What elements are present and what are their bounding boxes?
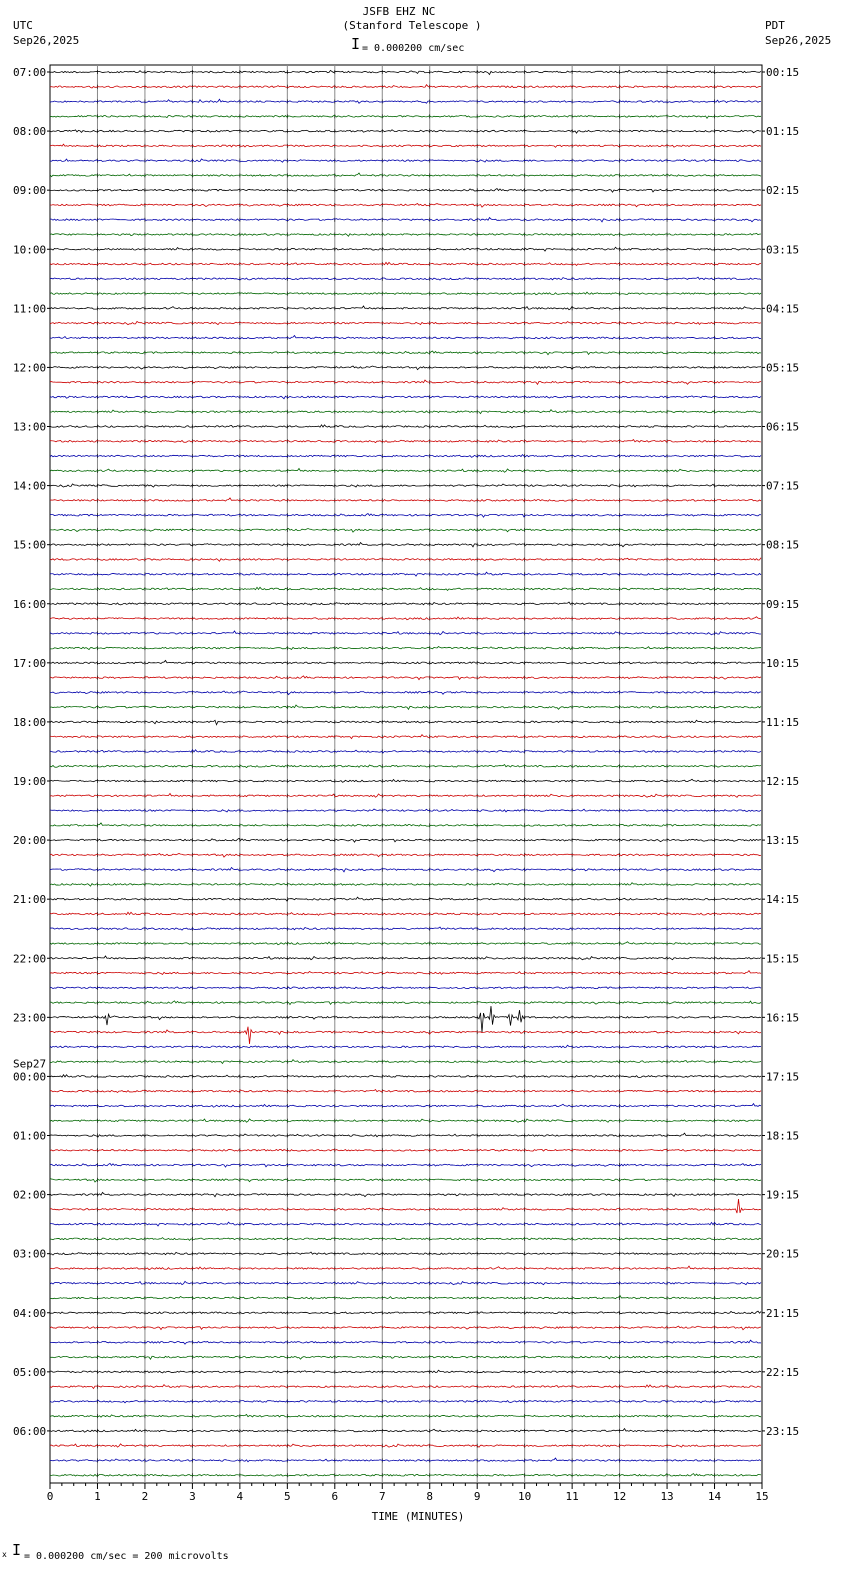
trace-row: [50, 1060, 761, 1064]
trace-row: [50, 942, 761, 945]
utc-hour-label: 04:00: [13, 1306, 47, 1320]
trace-row: [50, 602, 761, 605]
pdt-hour-label: 08:15: [766, 538, 800, 552]
trace-row: [50, 631, 761, 635]
x-tick-label: 7: [378, 1490, 386, 1503]
trace-row: [50, 204, 761, 208]
pdt-hour-label: 02:15: [766, 184, 800, 198]
pdt-hour-label: 15:15: [766, 952, 800, 966]
trace-row: [50, 647, 761, 650]
trace-row: [50, 660, 761, 663]
trace-row: [50, 1104, 761, 1108]
trace-row: [50, 927, 761, 930]
pdt-hour-label: 11:15: [766, 715, 800, 729]
trace-row: [50, 883, 761, 886]
pdt-hour-label: 13:15: [766, 834, 800, 848]
trace-row: [50, 1001, 761, 1005]
utc-hour-label: 07:00: [13, 66, 47, 79]
utc-hour-label: 00:00: [13, 1070, 47, 1084]
pdt-hour-label: 12:15: [766, 775, 800, 788]
trace-row: [50, 1133, 761, 1137]
utc-hour-label: 19:00: [13, 775, 47, 788]
trace-row: [50, 1027, 761, 1044]
utc-hour-label: 18:00: [13, 715, 47, 729]
trace-row: [50, 1429, 761, 1433]
station-title: JSFB EHZ NC: [362, 5, 436, 18]
trace-row: [50, 1356, 761, 1359]
trace-row: [50, 587, 761, 590]
x-axis-label: TIME (MINUTES): [371, 1510, 465, 1523]
x-tick-label: 10: [518, 1490, 532, 1503]
trace-row: [50, 144, 761, 147]
trace-row: [50, 1090, 761, 1093]
x-tick-label: 5: [284, 1490, 291, 1503]
footer-mark-icon: x: [2, 1550, 7, 1559]
trace-row: [50, 130, 761, 133]
x-tick-label: 0: [46, 1490, 54, 1503]
station-subtitle: (Stanford Telescope ): [342, 19, 482, 32]
left-timezone: UTC: [13, 19, 33, 32]
trace-row: [50, 1163, 761, 1167]
trace-row: [50, 277, 761, 280]
trace-row: [50, 720, 761, 724]
utc-hour-label: 15:00: [13, 538, 47, 552]
trace-row: [50, 410, 761, 414]
trace-row: [50, 513, 761, 517]
trace-row: [50, 1119, 761, 1122]
trace-row: [50, 247, 761, 251]
utc-hour-label: 10:00: [13, 243, 47, 257]
footer-scale-note: = 0.000200 cm/sec = 200 microvolts: [24, 1551, 229, 1562]
trace-row: [50, 292, 761, 295]
utc-hour-label: 03:00: [13, 1247, 47, 1261]
utc-hour-label: 14:00: [13, 479, 47, 493]
scale-text: = 0.000200 cm/sec: [362, 43, 465, 54]
utc-hour-label: 09:00: [13, 184, 47, 198]
trace-row: [50, 735, 761, 739]
trace-row: [50, 1222, 761, 1226]
trace-row: [50, 779, 761, 782]
trace-row: [50, 897, 761, 901]
trace-row: [50, 1296, 761, 1300]
trace-row: [50, 1370, 761, 1373]
utc-hour-label: 16:00: [13, 597, 47, 611]
trace-row: [50, 987, 761, 989]
right-date: Sep26,2025: [765, 34, 832, 47]
trace-row: [50, 425, 761, 428]
trace-row: [50, 306, 761, 310]
trace-row: [50, 691, 761, 695]
trace-row: [50, 956, 761, 960]
trace-row: [50, 1281, 761, 1284]
trace-row: [50, 912, 761, 915]
x-tick-label: 3: [189, 1490, 196, 1503]
trace-row: [50, 1311, 761, 1313]
utc-hour-label: 05:00: [13, 1365, 47, 1379]
trace-row: [50, 85, 761, 88]
pdt-hour-label: 06:15: [766, 420, 800, 434]
trace-row: [50, 366, 761, 370]
pdt-hour-label: 04:15: [766, 302, 800, 316]
trace-row: [50, 750, 761, 753]
pdt-hour-label: 16:15: [766, 1011, 800, 1025]
pdt-hour-label: 17:15: [766, 1070, 800, 1084]
trace-row: [50, 823, 761, 826]
trace-row: [50, 1192, 761, 1196]
trace-row: [50, 99, 761, 103]
trace-row: [50, 1385, 761, 1389]
x-tick-label: 13: [660, 1490, 674, 1503]
x-tick-label: 8: [426, 1490, 434, 1503]
utc-hour-label: 17:00: [13, 656, 47, 670]
x-tick-label: 6: [331, 1490, 339, 1503]
trace-row: [50, 1326, 761, 1330]
trace-row: [50, 853, 761, 857]
pdt-hour-label: 00:15: [766, 66, 800, 79]
trace-row: [50, 1444, 761, 1447]
scale-bar-icon: I: [351, 35, 361, 53]
trace-row: [50, 529, 761, 533]
utc-hour-label: 12:00: [13, 361, 47, 375]
trace-row: [50, 233, 761, 236]
trace-row: [50, 440, 761, 443]
footer-scale-bar-icon: I: [12, 1541, 22, 1559]
trace-row: [50, 1266, 761, 1270]
utc-hour-label: 23:00: [13, 1011, 47, 1025]
plot-frame: [50, 65, 762, 1483]
utc-hour-label: 02:00: [13, 1188, 47, 1202]
trace-row: [50, 676, 761, 680]
trace-row: [50, 765, 761, 768]
trace-row: [50, 335, 761, 338]
trace-row: [50, 543, 761, 547]
trace-row: [50, 351, 761, 355]
pdt-hour-label: 19:15: [766, 1188, 800, 1202]
trace-row: [50, 396, 761, 399]
utc-hour-label: 08:00: [13, 125, 47, 139]
trace-row: [50, 1474, 761, 1476]
pdt-hour-label: 09:15: [766, 597, 800, 611]
trace-row: [50, 116, 761, 119]
trace-row: [50, 1414, 761, 1417]
trace-row: [50, 189, 761, 193]
pdt-hour-label: 23:15: [766, 1424, 800, 1438]
trace-row: [50, 558, 761, 561]
trace-row: [50, 455, 761, 458]
x-tick-label: 4: [236, 1490, 244, 1503]
pdt-hour-label: 07:15: [766, 479, 800, 493]
trace-row: [50, 971, 761, 975]
trace-row: [50, 705, 761, 709]
utc-hour-label: 13:00: [13, 420, 47, 434]
pdt-hour-label: 21:15: [766, 1306, 800, 1320]
trace-row: [50, 218, 761, 222]
trace-row: [50, 572, 761, 576]
trace-row: [50, 617, 761, 620]
x-tick-label: 14: [707, 1490, 722, 1503]
trace-row: [50, 1252, 761, 1255]
trace-row: [50, 867, 761, 871]
trace-row: [50, 1045, 761, 1048]
utc-hour-label: 20:00: [13, 834, 47, 848]
trace-row: [50, 1400, 761, 1403]
utc-hour-label: 11:00: [13, 302, 47, 316]
pdt-hour-label: 20:15: [766, 1247, 800, 1261]
trace-row: [50, 1199, 761, 1213]
trace-row: [50, 380, 761, 384]
utc-hour-label: 01:00: [13, 1129, 47, 1143]
pdt-hour-label: 10:15: [766, 656, 800, 670]
pdt-hour-label: 14:15: [766, 893, 800, 907]
utc-hour-label: 21:00: [13, 893, 47, 907]
trace-row: [50, 1340, 761, 1344]
trace-row: [50, 809, 761, 812]
trace-row: [50, 1149, 761, 1151]
x-tick-label: 15: [755, 1490, 769, 1503]
x-tick-label: 2: [141, 1490, 149, 1503]
trace-row: [50, 1238, 761, 1241]
trace-row: [50, 1178, 761, 1182]
left-date: Sep26,2025: [13, 34, 80, 47]
trace-row: [50, 1458, 761, 1462]
pdt-hour-label: 22:15: [766, 1365, 800, 1379]
x-tick-label: 1: [94, 1490, 101, 1503]
trace-row: [50, 1006, 761, 1032]
right-timezone: PDT: [765, 19, 785, 32]
trace-row: [50, 1075, 761, 1078]
trace-row: [50, 498, 761, 501]
trace-row: [50, 173, 761, 177]
pdt-hour-label: 03:15: [766, 243, 800, 257]
trace-row: [50, 159, 761, 162]
pdt-hour-label: 05:15: [766, 361, 800, 375]
utc-hour-label: 22:00: [13, 952, 47, 966]
utc-date-change-label: Sep27: [13, 1057, 47, 1071]
pdt-hour-label: 01:15: [766, 125, 800, 139]
trace-row: [50, 70, 761, 74]
x-tick-label: 11: [565, 1490, 579, 1503]
x-tick-label: 9: [473, 1490, 481, 1503]
trace-row: [50, 262, 761, 265]
trace-row: [50, 321, 761, 324]
trace-row: [50, 838, 761, 842]
utc-hour-label: 06:00: [13, 1424, 47, 1438]
x-tick-label: 12: [612, 1490, 627, 1503]
pdt-hour-label: 18:15: [766, 1129, 800, 1143]
trace-row: [50, 793, 761, 797]
trace-row: [50, 468, 761, 472]
trace-row: [50, 484, 761, 487]
